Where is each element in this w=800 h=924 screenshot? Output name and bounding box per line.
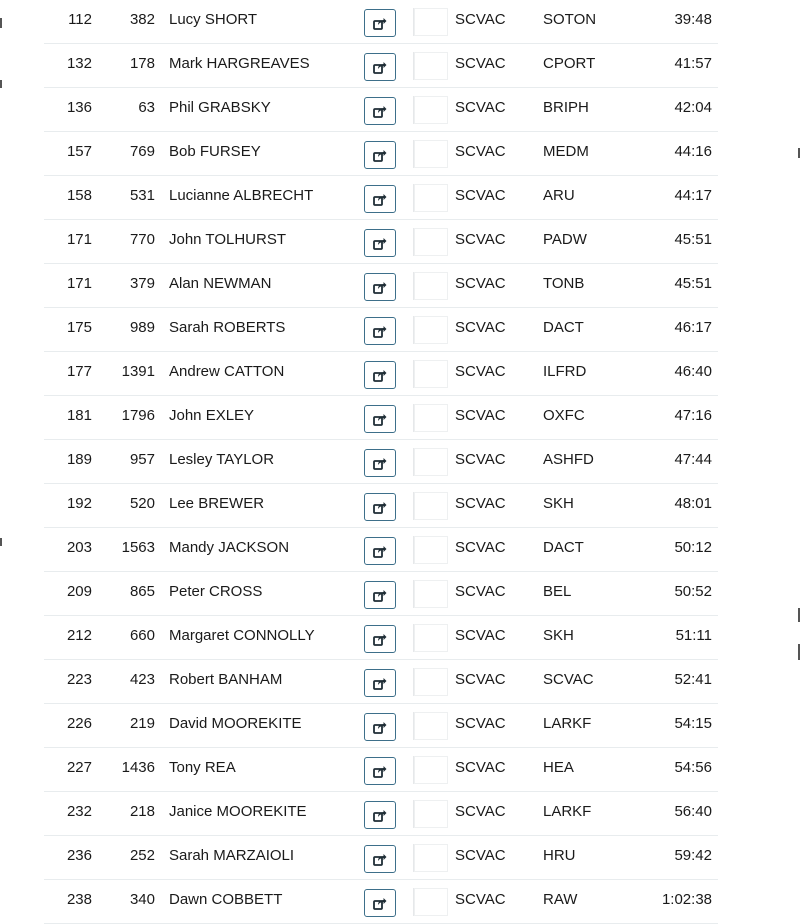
share-external-icon: [373, 765, 387, 778]
share-button[interactable]: [364, 801, 396, 829]
club-code-cell: ASHFD: [543, 451, 594, 468]
club-code-cell: OXFC: [543, 407, 585, 424]
empty-cell: [414, 8, 448, 36]
bib-number-cell: 178: [129, 55, 155, 72]
club-cell: SCVAC: [455, 891, 506, 908]
bib-number-cell: 252: [129, 847, 155, 864]
table-row: [0, 440, 800, 484]
bib-number-cell: 382: [129, 11, 155, 28]
share-external-icon: [373, 325, 387, 338]
empty-cell: [414, 228, 448, 256]
position-cell: 158: [66, 187, 92, 204]
time-cell: 45:51: [674, 275, 712, 292]
table-row: [0, 572, 800, 616]
club-cell: SCVAC: [455, 451, 506, 468]
athlete-name-cell: Bob FURSEY: [169, 143, 261, 160]
club-cell: SCVAC: [455, 627, 506, 644]
time-cell: 45:51: [674, 231, 712, 248]
time-cell: 54:56: [674, 759, 712, 776]
bib-number-cell: 957: [129, 451, 155, 468]
bib-number-cell: 218: [129, 803, 155, 820]
club-cell: SCVAC: [455, 803, 506, 820]
club-cell: SCVAC: [455, 187, 506, 204]
share-button[interactable]: [364, 713, 396, 741]
empty-cell: [414, 844, 448, 872]
table-row: [0, 220, 800, 264]
empty-cell: [414, 624, 448, 652]
bib-number-cell: 660: [129, 627, 155, 644]
position-cell: 209: [66, 583, 92, 600]
table-row: [0, 308, 800, 352]
empty-cell: [414, 96, 448, 124]
share-button[interactable]: [364, 273, 396, 301]
empty-cell: [414, 668, 448, 696]
club-code-cell: DACT: [543, 319, 584, 336]
empty-cell: [414, 140, 448, 168]
bib-number-cell: 865: [129, 583, 155, 600]
bib-number-cell: 531: [129, 187, 155, 204]
athlete-name-cell: Tony REA: [169, 759, 236, 776]
share-button[interactable]: [364, 9, 396, 37]
time-cell: 44:17: [674, 187, 712, 204]
position-cell: 112: [68, 11, 92, 28]
share-button[interactable]: [364, 229, 396, 257]
time-cell: 46:17: [674, 319, 712, 336]
athlete-name-cell: Sarah ROBERTS: [169, 319, 286, 336]
share-external-icon: [373, 809, 387, 822]
club-code-cell: SKH: [543, 627, 574, 644]
table-row: [0, 0, 800, 44]
club-code-cell: CPORT: [543, 55, 596, 72]
empty-cell: [414, 712, 448, 740]
time-cell: 48:01: [674, 495, 712, 512]
time-cell: 54:15: [674, 715, 712, 732]
bib-number-cell: 1436: [121, 759, 155, 776]
bib-number-cell: 1563: [121, 539, 155, 556]
share-external-icon: [373, 149, 387, 162]
club-code-cell: SKH: [543, 495, 574, 512]
share-external-icon: [373, 281, 387, 294]
athlete-name-cell: Sarah MARZAIOLI: [169, 847, 295, 864]
bib-number-cell: 1796: [121, 407, 155, 424]
club-code-cell: SOTON: [543, 11, 597, 28]
club-code-cell: BEL: [543, 583, 572, 600]
bib-number-cell: 989: [129, 319, 155, 336]
table-row: [0, 264, 800, 308]
position-cell: 226: [66, 715, 92, 732]
time-cell: 56:40: [674, 803, 712, 820]
share-external-icon: [373, 853, 387, 866]
position-cell: 203: [66, 539, 92, 556]
table-row: [0, 616, 800, 660]
athlete-name-cell: Lesley TAYLOR: [169, 451, 275, 468]
athlete-name-cell: Robert BANHAM: [169, 671, 283, 688]
bib-number-cell: 520: [129, 495, 155, 512]
bib-number-cell: 770: [129, 231, 155, 248]
club-cell: SCVAC: [455, 583, 506, 600]
position-cell: 171: [66, 231, 92, 248]
position-cell: 132: [66, 55, 92, 72]
time-cell: 51:11: [675, 627, 712, 644]
club-cell: SCVAC: [455, 539, 506, 556]
club-code-cell: MEDM: [543, 143, 589, 160]
athlete-name-cell: Peter CROSS: [169, 583, 263, 600]
share-external-icon: [373, 61, 387, 74]
athlete-name-cell: Andrew CATTON: [169, 363, 285, 380]
club-cell: SCVAC: [455, 847, 506, 864]
share-button[interactable]: [364, 889, 396, 917]
share-button[interactable]: [364, 53, 396, 81]
time-cell: 41:57: [674, 55, 712, 72]
time-cell: 59:42: [674, 847, 712, 864]
bib-number-cell: 423: [129, 671, 155, 688]
share-external-icon: [373, 501, 387, 514]
position-cell: 236: [66, 847, 92, 864]
time-cell: 50:12: [674, 539, 712, 556]
time-cell: 47:16: [674, 407, 712, 424]
position-cell: 227: [66, 759, 92, 776]
empty-cell: [414, 800, 448, 828]
table-row: [0, 132, 800, 176]
club-code-cell: ARU: [543, 187, 575, 204]
table-row: [0, 704, 800, 748]
share-button[interactable]: [364, 361, 396, 389]
athlete-name-cell: Lee BREWER: [169, 495, 265, 512]
table-row: [0, 176, 800, 220]
share-external-icon: [373, 105, 387, 118]
empty-cell: [414, 448, 448, 476]
empty-cell: [414, 316, 448, 344]
club-code-cell: DACT: [543, 539, 584, 556]
club-code-cell: HRU: [543, 847, 576, 864]
club-cell: SCVAC: [455, 11, 506, 28]
club-cell: SCVAC: [455, 99, 506, 116]
position-cell: 238: [66, 891, 92, 908]
club-code-cell: BRIPH: [543, 99, 589, 116]
athlete-name-cell: Lucianne ALBRECHT: [169, 187, 314, 204]
share-button[interactable]: [364, 493, 396, 521]
share-button[interactable]: [364, 405, 396, 433]
bib-number-cell: 379: [129, 275, 155, 292]
time-cell: 42:04: [674, 99, 712, 116]
athlete-name-cell: Alan NEWMAN: [169, 275, 272, 292]
athlete-name-cell: Mandy JACKSON: [169, 539, 290, 556]
club-code-cell: SCVAC: [543, 671, 594, 688]
athlete-name-cell: Phil GRABSKY: [169, 99, 271, 116]
position-cell: 171: [66, 275, 92, 292]
table-row: [0, 748, 800, 792]
club-code-cell: LARKF: [543, 715, 592, 732]
table-row: [0, 792, 800, 836]
empty-cell: [414, 360, 448, 388]
time-cell: 1:02:38: [661, 891, 712, 908]
club-cell: SCVAC: [455, 671, 506, 688]
club-cell: SCVAC: [455, 759, 506, 776]
athlete-name-cell: Margaret CONNOLLY: [169, 627, 315, 644]
share-button[interactable]: [364, 537, 396, 565]
share-button[interactable]: [364, 757, 396, 785]
time-cell: 47:44: [674, 451, 712, 468]
athlete-name-cell: John TOLHURST: [169, 231, 286, 248]
empty-cell: [414, 184, 448, 212]
table-row: [0, 88, 800, 132]
club-code-cell: RAW: [543, 891, 578, 908]
table-row: [0, 836, 800, 880]
position-cell: 157: [66, 143, 92, 160]
position-cell: 212: [66, 627, 92, 644]
table-row: [0, 44, 800, 88]
bib-number-cell: 219: [129, 715, 155, 732]
time-cell: 50:52: [674, 583, 712, 600]
table-row: [0, 396, 800, 440]
athlete-name-cell: Lucy SHORT: [169, 11, 258, 28]
table-row: [0, 880, 800, 924]
share-external-icon: [373, 413, 387, 426]
share-external-icon: [373, 633, 387, 646]
scan-edge-mark: [0, 80, 2, 88]
athlete-name-cell: Janice MOOREKITE: [169, 803, 307, 820]
share-button[interactable]: [364, 185, 396, 213]
time-cell: 44:16: [674, 143, 712, 160]
empty-cell: [414, 272, 448, 300]
table-row: [0, 352, 800, 396]
table-row: [0, 484, 800, 528]
bib-number-cell: 1391: [121, 363, 155, 380]
time-cell: 52:41: [674, 671, 712, 688]
position-cell: 175: [66, 319, 92, 336]
club-cell: SCVAC: [455, 231, 506, 248]
athlete-name-cell: Dawn COBBETT: [169, 891, 283, 908]
share-external-icon: [373, 457, 387, 470]
position-cell: 189: [66, 451, 92, 468]
club-code-cell: HEA: [543, 759, 574, 776]
share-external-icon: [373, 897, 387, 910]
share-button[interactable]: [364, 625, 396, 653]
club-cell: SCVAC: [455, 363, 506, 380]
club-code-cell: PADW: [543, 231, 587, 248]
position-cell: 136: [66, 99, 92, 116]
share-button[interactable]: [364, 845, 396, 873]
time-cell: 39:48: [674, 11, 712, 28]
table-row: [0, 528, 800, 572]
share-external-icon: [373, 17, 387, 30]
share-external-icon: [373, 721, 387, 734]
empty-cell: [414, 888, 448, 916]
club-code-cell: TONB: [543, 275, 585, 292]
club-cell: SCVAC: [455, 319, 506, 336]
club-cell: SCVAC: [455, 495, 506, 512]
share-button[interactable]: [364, 449, 396, 477]
bib-number-cell: 340: [129, 891, 155, 908]
empty-cell: [414, 52, 448, 80]
share-external-icon: [373, 545, 387, 558]
club-cell: SCVAC: [455, 715, 506, 732]
position-cell: 192: [66, 495, 92, 512]
table-row: [0, 660, 800, 704]
position-cell: 177: [66, 363, 92, 380]
club-code-cell: ILFRD: [543, 363, 587, 380]
empty-cell: [414, 492, 448, 520]
share-button[interactable]: [364, 581, 396, 609]
athlete-name-cell: John EXLEY: [169, 407, 255, 424]
share-external-icon: [373, 237, 387, 250]
share-external-icon: [373, 677, 387, 690]
club-cell: SCVAC: [455, 275, 506, 292]
share-button[interactable]: [364, 669, 396, 697]
bib-number-cell: 63: [138, 99, 155, 116]
athlete-name-cell: David MOOREKITE: [169, 715, 302, 732]
position-cell: 223: [66, 671, 92, 688]
share-external-icon: [373, 589, 387, 602]
share-button[interactable]: [364, 317, 396, 345]
empty-cell: [414, 580, 448, 608]
share-external-icon: [373, 369, 387, 382]
scan-edge-mark: [0, 538, 2, 546]
bib-number-cell: 769: [129, 143, 155, 160]
time-cell: 46:40: [674, 363, 712, 380]
position-cell: 232: [66, 803, 92, 820]
share-button[interactable]: [364, 141, 396, 169]
empty-cell: [414, 536, 448, 564]
club-cell: SCVAC: [455, 55, 506, 72]
club-cell: SCVAC: [455, 143, 506, 160]
empty-cell: [414, 404, 448, 432]
share-external-icon: [373, 193, 387, 206]
club-cell: SCVAC: [455, 407, 506, 424]
position-cell: 181: [66, 407, 92, 424]
empty-cell: [414, 756, 448, 784]
share-button[interactable]: [364, 97, 396, 125]
club-code-cell: LARKF: [543, 803, 592, 820]
athlete-name-cell: Mark HARGREAVES: [169, 55, 310, 72]
scan-edge-mark: [0, 18, 2, 28]
